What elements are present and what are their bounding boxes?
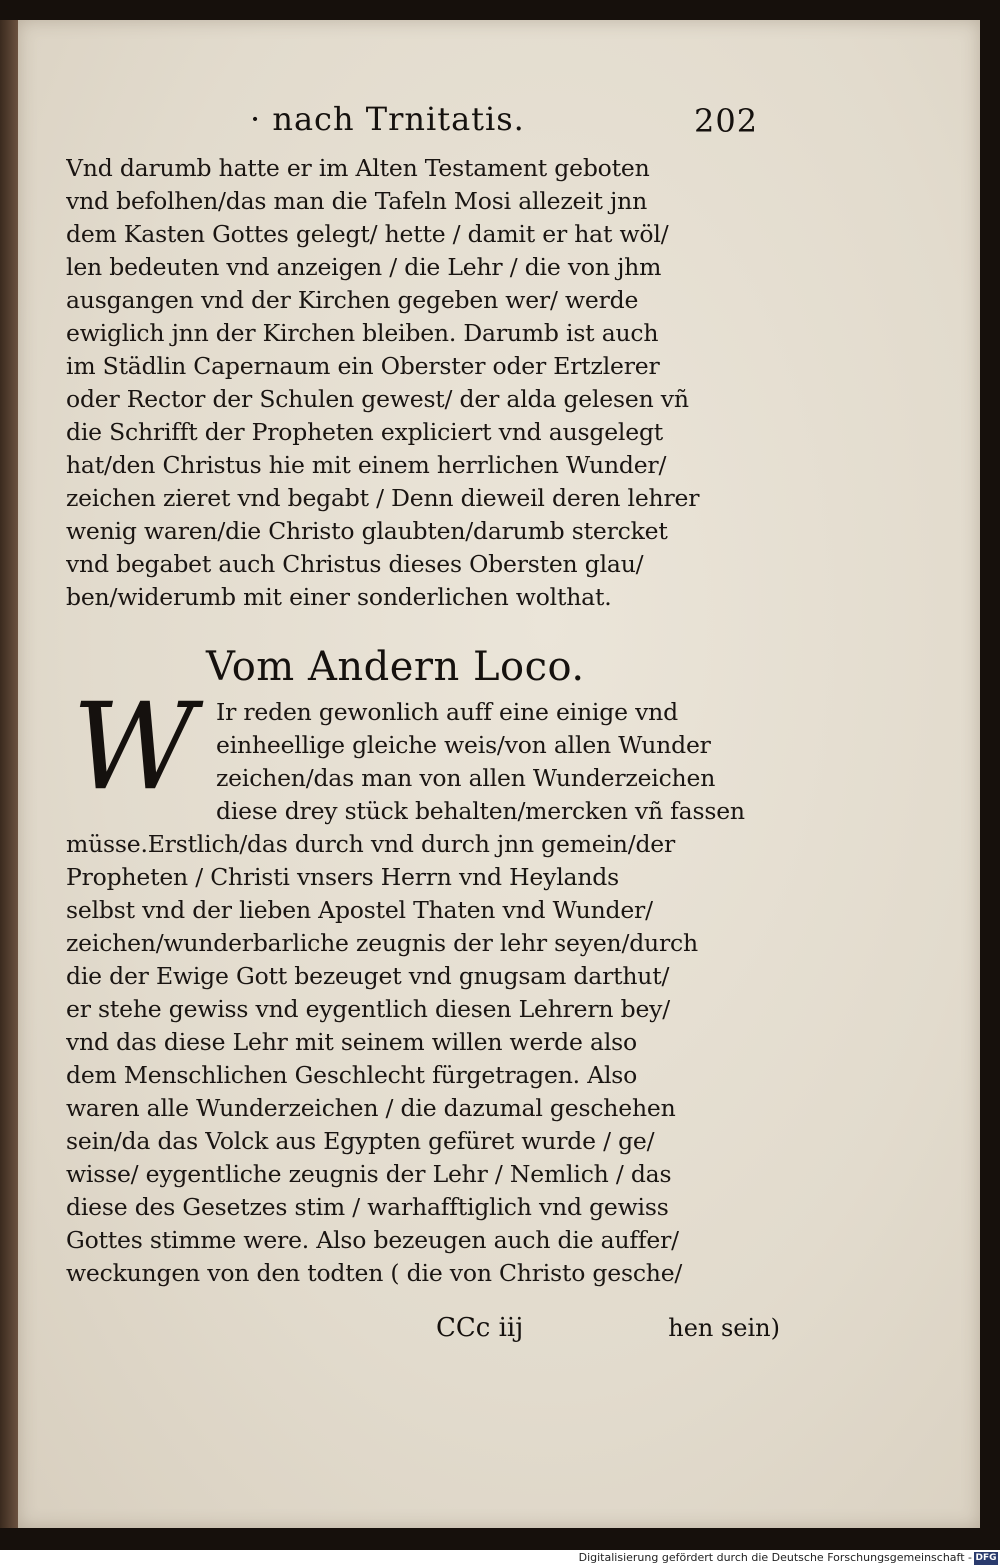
text-line: selbst vnd der lieben Apostel Thaten vnd Wunder/ bbox=[66, 896, 653, 924]
text-line: zeichen/wunderbarliche zeugnis der lehr seyen/durch bbox=[66, 929, 698, 957]
page-binding-edge bbox=[0, 20, 18, 1528]
text-line: die der Ewige Gott bezeuget vnd gnugsam darthut/ bbox=[66, 962, 670, 990]
text-line: vnd das diese Lehr mit seinem willen werde also bbox=[66, 1028, 637, 1056]
text-line: vnd befolhen/das man die Tafeln Mosi allezeit jnn bbox=[66, 187, 648, 215]
paragraph-1 bbox=[66, 152, 788, 614]
text-line: waren alle Wunderzeichen / die dazumal geschehen bbox=[66, 1094, 676, 1122]
drop-initial: W bbox=[72, 678, 196, 817]
credit-bar bbox=[0, 1550, 1000, 1568]
text-line: zeichen zieret vnd begabt / Denn dieweil deren lehrer bbox=[66, 484, 700, 512]
text-line: hat/den Christus hie mit einem herrlichen Wunder/ bbox=[66, 451, 667, 479]
text-line: diese drey stück behalten/mercken vñ fassen bbox=[216, 797, 745, 825]
signature-mark: CCc iij bbox=[436, 1313, 524, 1343]
text-line: weckungen von den todten ( die von Christo gesche/ bbox=[66, 1259, 683, 1287]
text-line: ben/widerumb mit einer sonderlichen wolthat. bbox=[66, 583, 612, 611]
text-line: sein/da das Volck aus Egypten gefüret wurde / ge/ bbox=[66, 1127, 655, 1155]
text-line: dem Kasten Gottes gelegt/ hette / damit er hat wöl/ bbox=[66, 220, 669, 248]
book-page bbox=[18, 20, 980, 1528]
text-line: Propheten / Christi vnsers Herrn vnd Heylands bbox=[66, 863, 619, 891]
section-heading: Vom Andern Loco. bbox=[206, 644, 585, 690]
text-line: er stehe gewiss vnd eygentlich diesen Lehrern bey/ bbox=[66, 995, 670, 1023]
text-line: len bedeuten vnd anzeigen / die Lehr / die von jhm bbox=[66, 253, 662, 281]
text-line: wisse/ eygentliche zeugnis der Lehr / Nemlich / das bbox=[66, 1160, 672, 1188]
page-number: 202 bbox=[694, 102, 759, 140]
dfg-logo: DFG bbox=[975, 1553, 997, 1563]
text-line: zeichen/das man von allen Wunderzeichen bbox=[216, 764, 716, 792]
text-line: vnd begabet auch Christus dieses Obersten glau/ bbox=[66, 550, 644, 578]
text-line: müsse.Erstlich/das durch vnd durch jnn gemein/der bbox=[66, 830, 676, 858]
text-line: ausgangen vnd der Kirchen gegeben wer/ werde bbox=[66, 286, 639, 314]
text-line: die Schrifft der Propheten expliciert vnd ausgelegt bbox=[66, 418, 664, 446]
paragraph-2 bbox=[66, 696, 788, 1290]
text-line: Vnd darumb hatte er im Alten Testament geboten bbox=[66, 154, 650, 182]
text-line: ewiglich jnn der Kirchen bleiben. Darumb ist auch bbox=[66, 319, 659, 347]
running-head: · nach Trnitatis. bbox=[250, 100, 525, 138]
text-line: oder Rector der Schulen gewest/ der alda gelesen vñ bbox=[66, 385, 689, 413]
text-line: dem Menschlichen Geschlecht fürgetragen. Also bbox=[66, 1061, 638, 1089]
text-line: Gottes stimme were. Also bezeugen auch die auffer/ bbox=[66, 1226, 679, 1254]
text-line: einheellige gleiche weis/von allen Wunder bbox=[216, 731, 711, 759]
text-line: diese des Gesetzes stim / warhafftiglich vnd gewiss bbox=[66, 1193, 669, 1221]
catchword: hen sein) bbox=[668, 1314, 780, 1342]
text-line: wenig waren/die Christo glaubten/darumb stercket bbox=[66, 517, 668, 545]
text-line: im Städlin Capernaum ein Oberster oder Ertzlerer bbox=[66, 352, 660, 380]
text-line: Ir reden gewonlich auff eine einige vnd bbox=[216, 698, 678, 726]
page-footer bbox=[66, 1310, 788, 1346]
funding-credit: Digitalisierung gefördert durch die Deutsche Forschungsgemeinschaft - bbox=[578, 1551, 972, 1564]
